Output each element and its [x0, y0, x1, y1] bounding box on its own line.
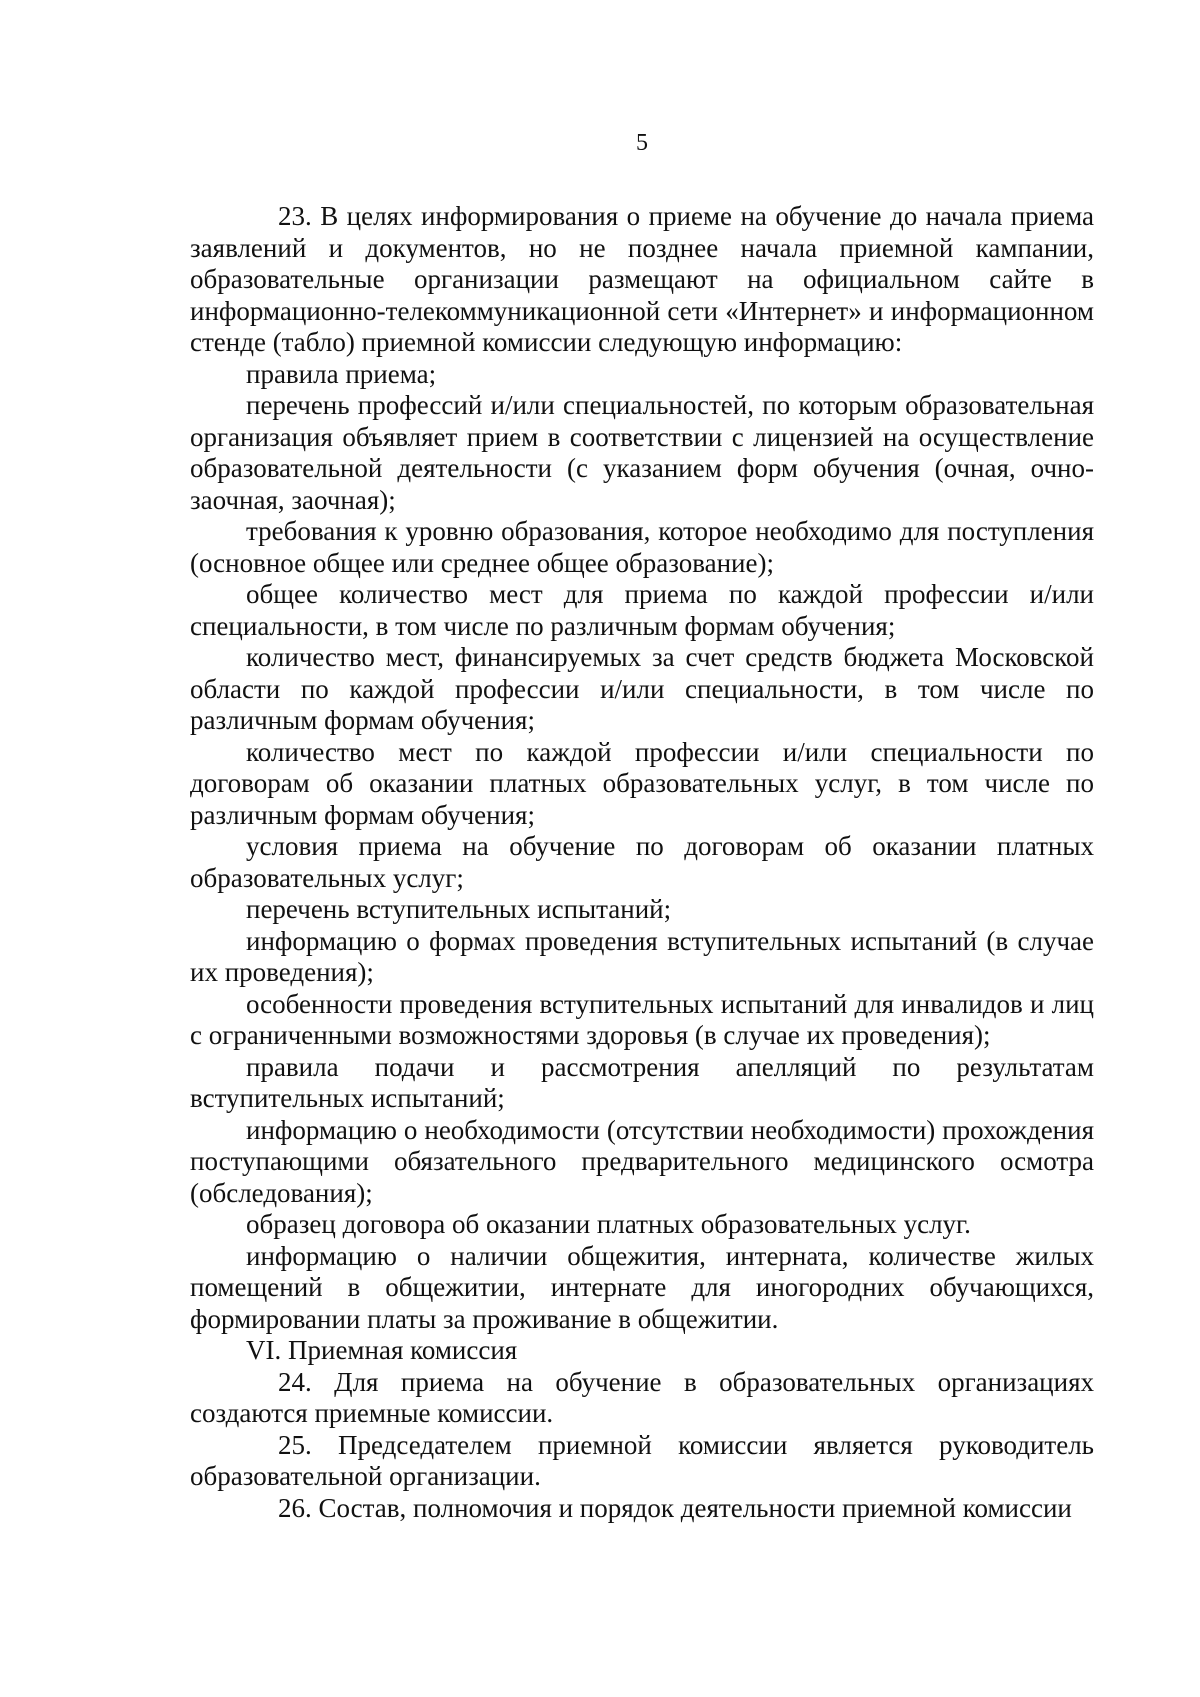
list-item-medical-exam: информацию о необходимости (отсутствии необходимости) прохождения поступающими обязательного предварительного медицинского осмотра (обследования);	[190, 1114, 1094, 1208]
paragraph-26: 26. Состав, полномочия и порядок деятельности приемной комиссии	[278, 1492, 1072, 1523]
list-item-dormitory: информацию о наличии общежития, интерната, количестве жилых помещений в общежитии, интернате для иногородних обучающихся, формировании платы за проживание в общежитии.	[190, 1240, 1094, 1334]
list-item-paid-places: количество мест по каждой профессии и/или специальности по договорам об оказании платных образовательных услуг, в том числе по различным формам обучения;	[190, 736, 1094, 830]
list-item-entrance-tests: перечень вступительных испытаний;	[246, 894, 672, 924]
list-item-contract-sample: образец договора об оказании платных образовательных услуг.	[246, 1209, 971, 1239]
document-body	[190, 201, 1094, 1524]
list-item-appeals: правила подачи и рассмотрения апелляций по результатам вступительных испытаний;	[190, 1051, 1094, 1113]
paragraph-25: 25. Председателем приемной комиссии является руководитель образовательной организации.	[190, 1429, 1094, 1491]
list-item-education-requirements: требования к уровню образования, которое необходимо для поступления (основное общее или среднее общее образование);	[190, 516, 1094, 578]
list-item-paid-conditions: условия приема на обучение по договорам об оказании платных образовательных услуг;	[190, 831, 1094, 893]
page-number: 5	[636, 130, 648, 156]
list-item-total-places: общее количество мест для приема по каждой профессии и/или специальности, в том числе по различным формам обучения;	[190, 579, 1094, 641]
section-heading: VI. Приемная комиссия	[246, 1335, 518, 1365]
list-item-test-forms: информацию о формах проведения вступительных испытаний (в случае их проведения);	[190, 925, 1094, 987]
list-item-budget-places: количество мест, финансируемых за счет средств бюджета Московской области по каждой профессии и/или специальности, в том числе по различным формам обучения;	[190, 642, 1094, 735]
list-item-professions-list: перечень профессий и/или специальностей, по которым образовательная организация объявляет прием в соответствии с лицензией на осуществление образовательной деятельности (с указанием форм обучения (очная, очно-заочная, заочная);	[190, 390, 1094, 515]
paragraph-23: 23. В целях информирования о приеме на обучение до начала приема заявлений и документов, но не позднее начала приемной кампании, образовательные организации размещают на официальном сайте в информационно-телекоммуникационной сети «Интернет» и информационном стенде (табло) приемной комиссии следующую информацию:	[190, 201, 1094, 357]
list-item-disability-tests: особенности проведения вступительных испытаний для инвалидов и лиц с ограниченными возможностями здоровья (в случае их проведения);	[190, 988, 1094, 1050]
list-item-admission-rules: правила приема;	[246, 358, 437, 389]
paragraph-24: 24. Для приема на обучение в образовательных организациях создаются приемные комиссии.	[190, 1366, 1094, 1428]
